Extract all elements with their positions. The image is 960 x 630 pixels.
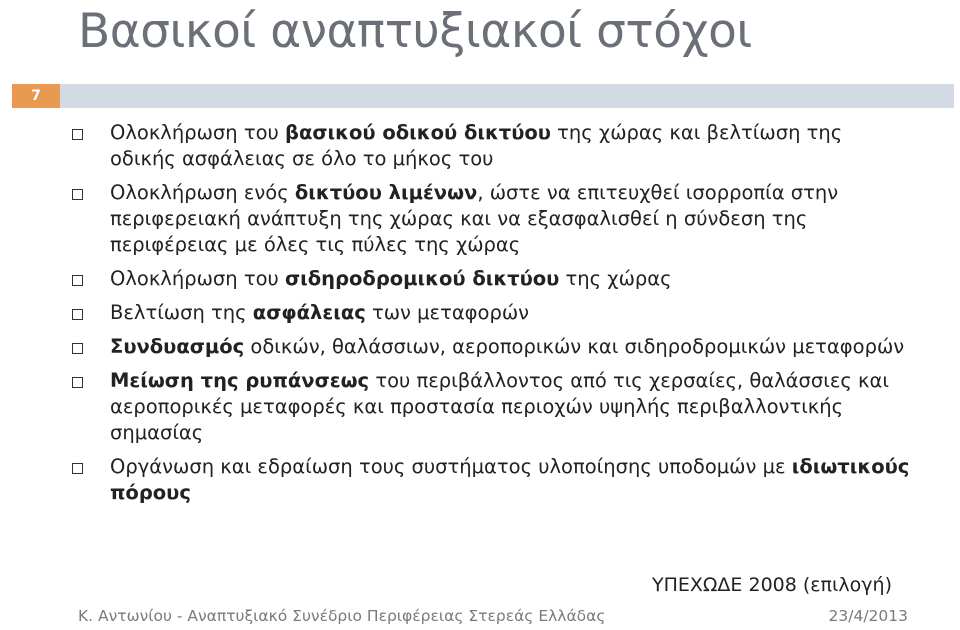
bullet-text-emphasis: Μείωση της ρυπάνσεως: [110, 369, 370, 392]
bullet-item: [72, 120, 912, 172]
bullet-item: [72, 180, 912, 258]
bullet-text: Ολοκλήρωση του: [110, 267, 285, 290]
checkbox-square-icon: [72, 343, 83, 354]
bullet-text: της χώρας: [559, 267, 672, 290]
slide-title: Βασικοί αναπτυξιακοί στόχοι: [78, 4, 752, 59]
checkbox-square-icon: [72, 189, 83, 200]
bullet-item: [72, 454, 912, 506]
bullet-text-emphasis: σιδηροδρομικού δικτύου: [285, 267, 560, 290]
bullet-text: οδικών, θαλάσσιων, αεροπορικών και σιδηροδρομικών μεταφορών: [244, 335, 905, 358]
bullet-text: Ολοκλήρωση του: [110, 121, 285, 144]
checkbox-square-icon: [72, 275, 83, 286]
bullet-item: [72, 300, 912, 326]
source-note: ΥΠΕΧΩΔΕ 2008 (επιλογή): [652, 574, 892, 596]
bullet-item: [72, 368, 912, 446]
bullet-text: , ώστε να επιτευχθεί ισορροπία στην περιφερειακή ανάπτυξη της χώρας και να εξασφαλισθεί η σύνδεση της περιφέρειας με όλες τις πύλες της χώρας: [110, 181, 839, 256]
bullet-text: Βελτίωση της: [110, 301, 253, 324]
bullet-text-emphasis: Συνδυασμός: [110, 335, 245, 358]
bullet-text-emphasis: ιδιωτικούς πόρους: [110, 455, 910, 504]
checkbox-square-icon: [72, 463, 83, 474]
bullet-text: Ολοκλήρωση ενός: [110, 181, 295, 204]
bullet-text-emphasis: ασφάλειας: [252, 301, 366, 324]
bullet-text-emphasis: δικτύου λιμένων: [294, 181, 478, 204]
bullet-text: του περιβάλλοντος από τις χερσαίες, θαλάσσιες και αεροπορικές μεταφορές και προστασία περιοχών υψηλής περιβαλλοντικής σημασίας: [110, 369, 889, 444]
bullet-item: [72, 266, 912, 292]
checkbox-square-icon: [72, 377, 83, 388]
bullet-item: [72, 334, 912, 360]
checkbox-square-icon: [72, 309, 83, 320]
slide-number-badge: 7: [12, 84, 60, 108]
bullet-text-emphasis: βασικού οδικού δικτύου: [285, 121, 551, 144]
bullet-text: της χώρας και βελτίωση της οδικής ασφάλειας σε όλο το μήκος του: [110, 121, 843, 170]
footer-author-event: Κ. Αντωνίου - Αναπτυξιακό Συνέδριο Περιφέρειας Στερεάς Ελλάδας: [78, 607, 606, 625]
bullet-text: Οργάνωση και εδραίωση τους συστήματος υλοποίησης υποδομών με: [110, 455, 792, 478]
title-underline-bar: [12, 84, 954, 108]
footer-date: 23/4/2013: [828, 607, 908, 625]
bullet-text: των μεταφορών: [365, 301, 530, 324]
goals-bullet-list: [72, 120, 912, 514]
checkbox-square-icon: [72, 129, 83, 140]
